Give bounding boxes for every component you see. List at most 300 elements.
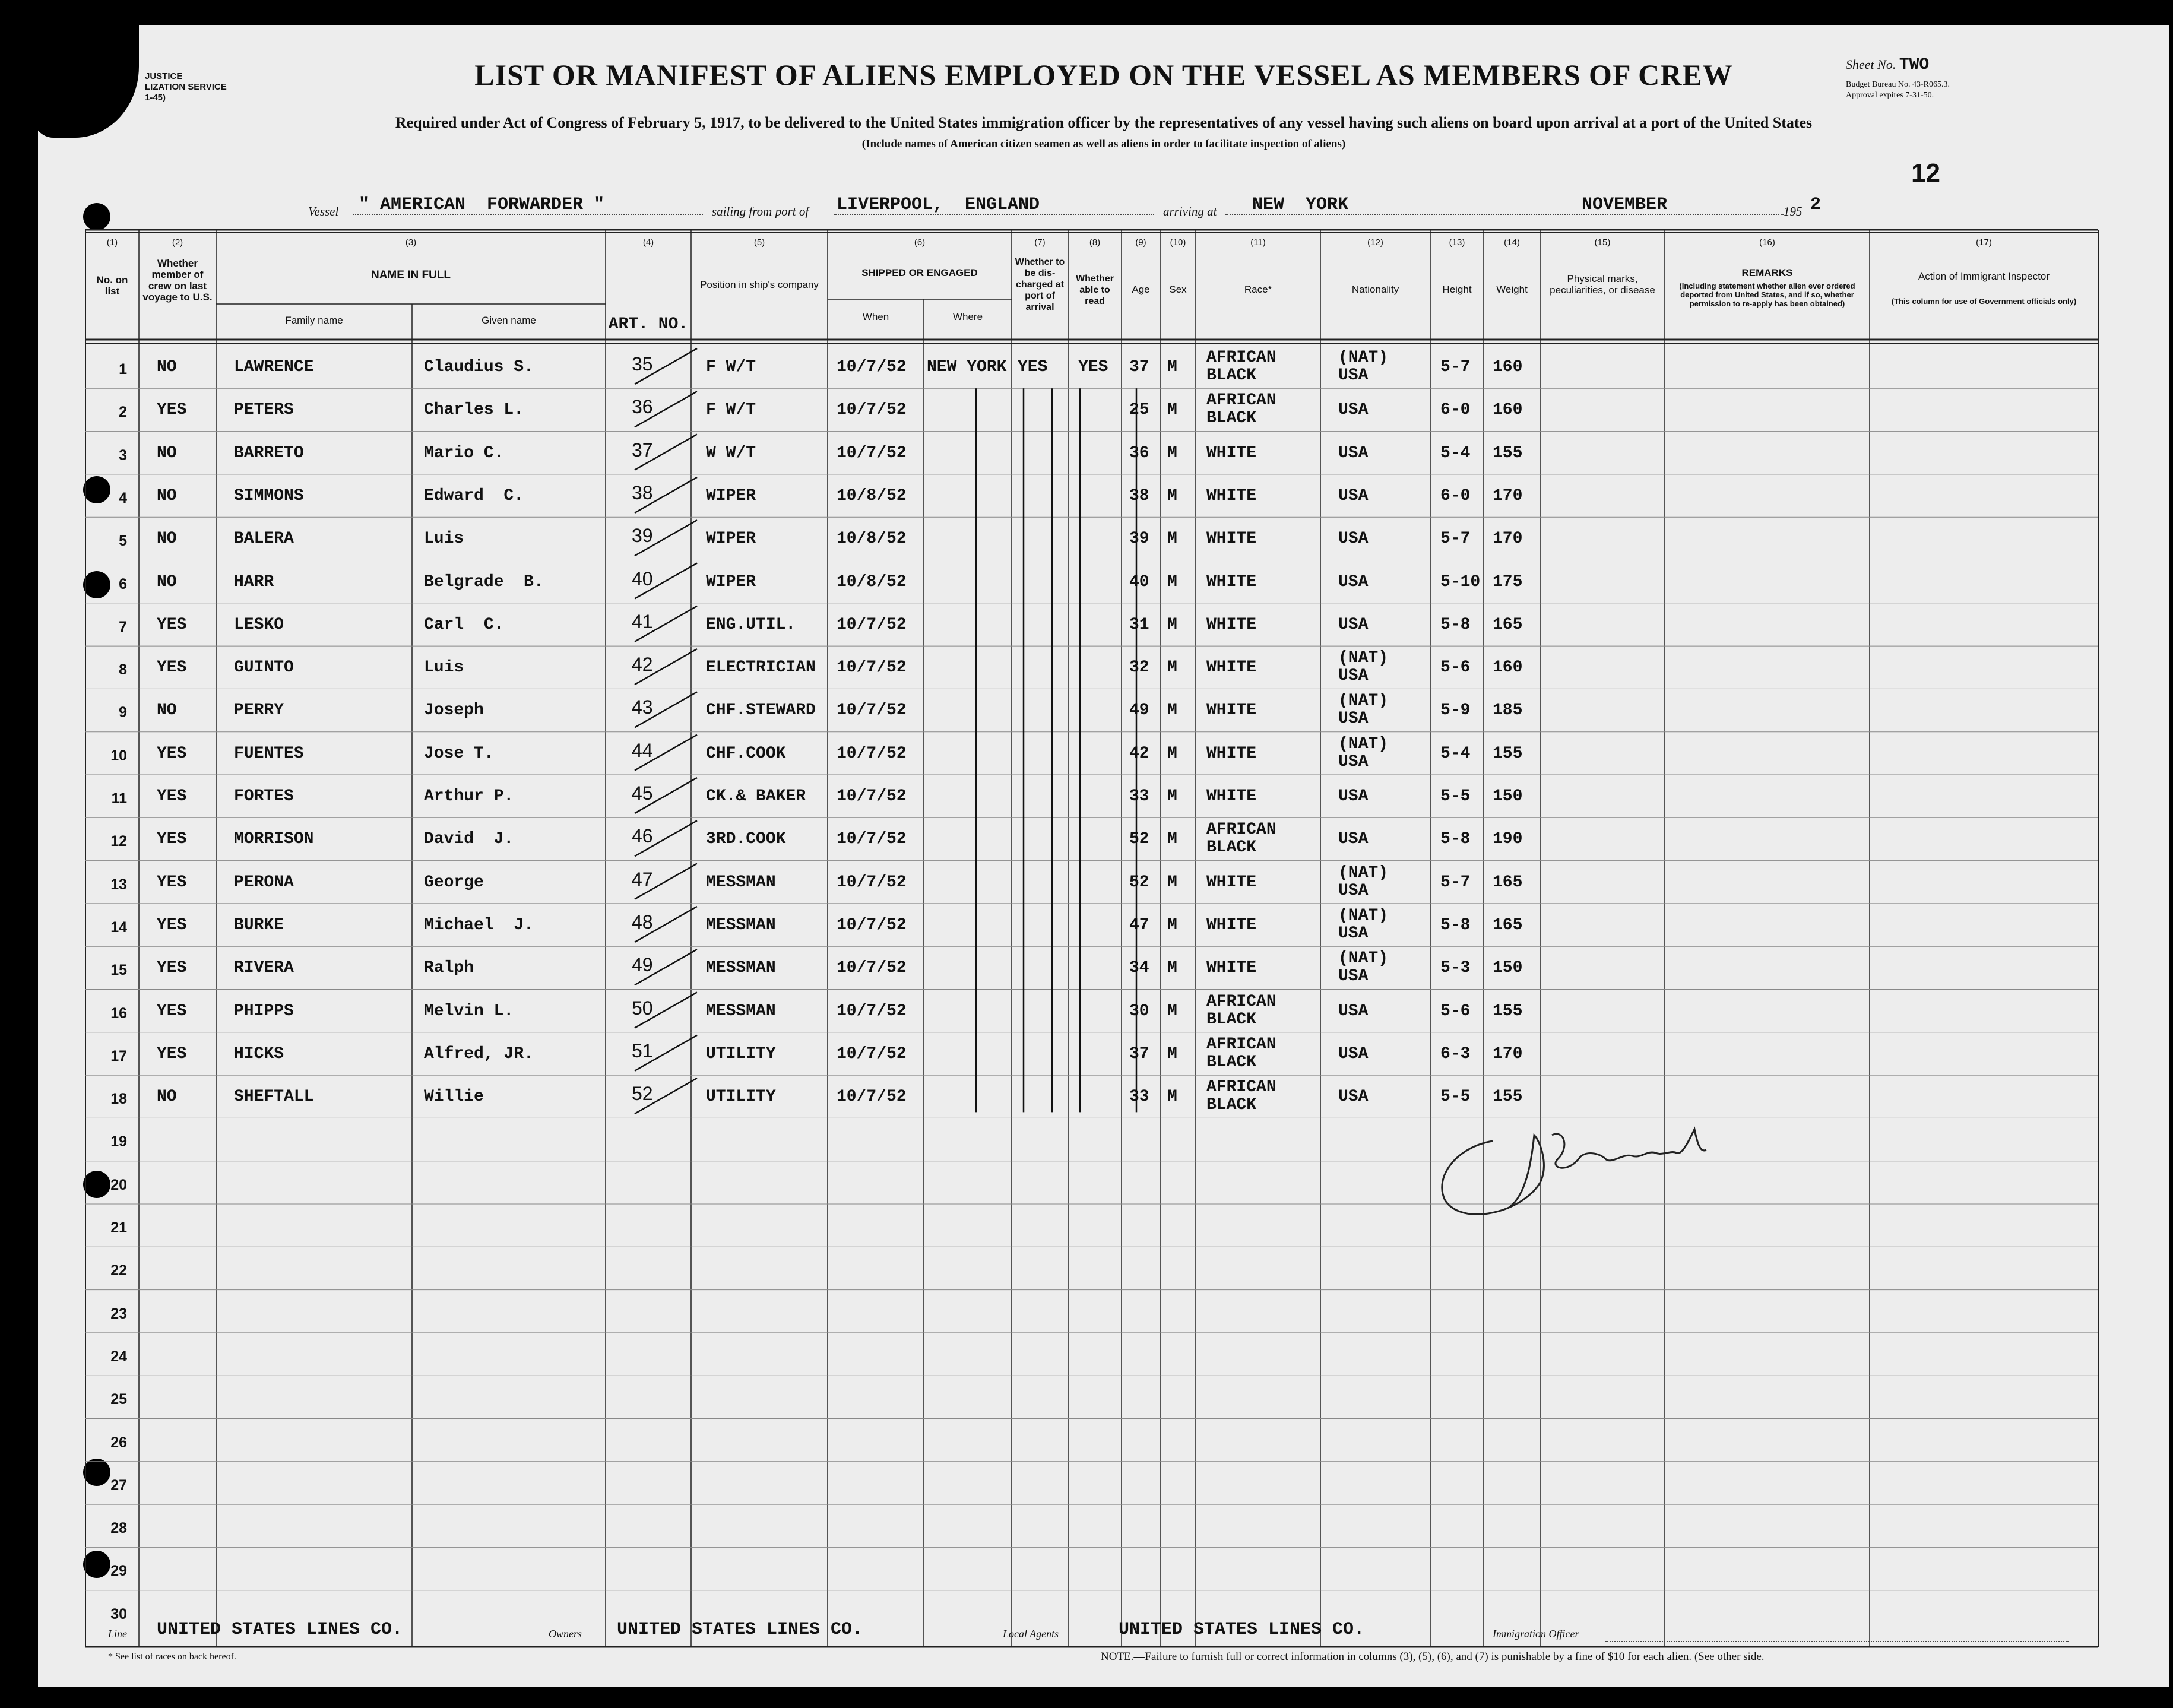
col-nationality: Nationality [1351,284,1399,295]
weight-value: 150 [1493,959,1523,978]
given-name-value: Ralph [424,959,474,978]
age-value: 34 [1129,959,1149,978]
age-value: 38 [1129,486,1149,505]
race-value: WHITE [1206,873,1257,892]
height-value: 5-7 [1440,873,1471,892]
age-value: 37 [1129,358,1149,376]
nationality-value: USA [1338,572,1369,591]
footer-owners-label: Owners [549,1628,582,1640]
position-value: 3RD.COOK [706,830,786,849]
col-sex: Sex [1169,284,1187,295]
race-value: WHITE [1206,701,1257,720]
given-name-value: Michael J. [424,915,534,934]
age-value: 52 [1129,830,1149,849]
col-when: When [862,311,889,322]
row-number: 23 [110,1305,127,1322]
position-value: F W/T [706,358,756,376]
col-inspector: Action of Immigrant Inspector [1918,271,2050,282]
age-value: 39 [1129,530,1149,549]
shipped-when-value: 10/7/52 [837,915,907,934]
footer-line-value: UNITED STATES LINES CO. [157,1620,403,1640]
row-number: 14 [110,918,127,936]
sex-value: M [1167,744,1177,763]
race-value-line2: BLACK [1206,1096,1257,1115]
art-no-value: 42 [632,654,653,676]
col-age: Age [1132,284,1150,295]
col-position: Position in ship's company [700,279,819,290]
arriving-label: arriving at [1163,204,1217,218]
weight-value: 160 [1493,401,1523,420]
last-voyage-value: NO [157,530,177,549]
position-value: UTILITY [706,1088,776,1107]
last-voyage-value: YES [157,787,187,806]
footer-owners-value: UNITED STATES LINES CO. [617,1620,863,1640]
from-port: LIVERPOOL, ENGLAND [837,195,1040,215]
col-discharged: Whether to be dis-charged at port of arrival [1015,257,1065,312]
art-no-value: 38 [632,481,653,503]
given-name-value: Belgrade B. [424,572,544,591]
age-value: 40 [1129,572,1149,591]
row-number: 2 [119,404,127,421]
last-voyage-value: YES [157,915,187,934]
col-2-number: (2) [172,237,183,248]
given-name-value: Luis [424,530,464,549]
art-no-value: 51 [632,1040,653,1061]
given-name-value: Edward C. [424,486,524,505]
col-physical-marks: Physical marks, peculiarities, or disease [1550,273,1655,296]
last-voyage-value: NO [157,486,177,505]
race-value: WHITE [1206,959,1257,978]
art-no-value: 41 [632,610,653,632]
col-inspector-note: (This column for use of Government officials only) [1891,297,2077,306]
given-name-value: George [424,873,484,892]
sheet-no-value: TWO [1899,56,1930,74]
position-value: ELECTRICIAN [706,658,816,677]
sheet-label: Sheet No. [1846,57,1896,72]
family-name-value: FORTES [234,787,294,806]
given-name-value: Willie [424,1088,484,1107]
col-13-number: (13) [1449,237,1465,248]
sex-value: M [1167,1044,1177,1063]
row-number: 29 [110,1563,127,1580]
sex-value: M [1167,787,1177,806]
race-value: WHITE [1206,486,1257,505]
age-value: 33 [1129,787,1149,806]
manifest-sheet [38,25,2169,1687]
page-title: LIST OR MANIFEST OF ALIENS EMPLOYED ON THE VESSEL AS MEMBERS OF CREW [474,58,1733,91]
height-value: 5-8 [1440,615,1471,634]
col-15-number: (15) [1594,237,1611,248]
vessel-label: Vessel [308,204,339,218]
sex-value: M [1167,615,1177,634]
row-number: 15 [110,962,127,979]
art-no-value: 36 [632,396,653,418]
row-number: 28 [110,1520,127,1537]
row-number: 3 [119,446,127,464]
weight-value: 155 [1493,1088,1523,1107]
weight-value: 155 [1493,443,1523,462]
height-value: 6-3 [1440,1044,1471,1063]
art-no-value: 47 [632,868,653,890]
nationality-value: USA [1338,881,1369,900]
vessel-name: " AMERICAN FORWARDER " [359,195,605,215]
sex-value: M [1167,873,1177,892]
shipped-when-value: 10/7/52 [837,658,907,677]
age-value: 37 [1129,1044,1149,1063]
height-value: 5-3 [1440,959,1471,978]
last-voyage-value: NO [157,572,177,591]
nationality-value: USA [1338,443,1369,462]
height-value: 5-7 [1440,358,1471,376]
position-value: F W/T [706,401,756,420]
col-11-number: (11) [1250,237,1266,248]
race-value: WHITE [1206,658,1257,677]
nationality-note: (NAT) [1338,906,1389,925]
race-value-line2: BLACK [1206,366,1257,385]
art-no-value: 40 [632,568,653,590]
able-to-read-value: YES [1078,358,1108,376]
row-number: 8 [119,661,127,679]
weight-value: 175 [1493,572,1523,591]
given-name-value: Melvin L. [424,1002,514,1021]
last-voyage-value: YES [157,873,187,892]
row-number: 30 [110,1605,127,1623]
sex-value: M [1167,701,1177,720]
agency-line: JUSTICE [145,71,183,81]
race-value: WHITE [1206,530,1257,549]
shipped-when-value: 10/8/52 [837,530,907,549]
row-number: 24 [110,1348,127,1365]
age-value: 42 [1129,744,1149,763]
nationality-value: USA [1338,709,1369,728]
last-voyage-value: NO [157,443,177,462]
col-12-number: (12) [1367,237,1383,248]
family-name-value: BALERA [234,530,294,549]
weight-value: 185 [1493,701,1523,720]
agency-line: 1-45) [145,93,166,103]
shipped-when-value: 10/7/52 [837,959,907,978]
height-value: 5-7 [1440,530,1471,549]
race-value-line1: AFRICAN [1206,1078,1276,1097]
sex-value: M [1167,658,1177,677]
last-voyage-value: YES [157,615,187,634]
position-value: MESSMAN [706,873,776,892]
sex-value: M [1167,1088,1177,1107]
family-name-value: SIMMONS [234,486,304,505]
weight-value: 155 [1493,744,1523,763]
races-footnote: * See list of races on back hereof. [108,1652,236,1662]
col-able-to-read: Whether able to read [1076,274,1114,306]
col-shipped-engaged: SHIPPED OR ENGAGED [861,267,978,278]
nationality-note: (NAT) [1338,692,1389,711]
col-remarks: REMARKS [1741,267,1793,278]
height-value: 5-6 [1440,1002,1471,1021]
sex-value: M [1167,443,1177,462]
row-number: 21 [110,1219,127,1236]
row-number: 10 [110,747,127,764]
shipped-when-value: 10/7/52 [837,744,907,763]
row-number: 19 [110,1133,127,1151]
col-remarks-note: (Including statement whether alien ever ordered deported from United States, and if so, whether permission to re-apply has been obtained) [1679,281,1855,308]
col-last-voyage: Whether member of crew on last voyage to U.S. [142,258,213,303]
agency-line: LIZATION SERVICE [145,82,227,92]
col-14-number: (14) [1504,237,1520,248]
given-name-value: Carl C. [424,615,504,634]
last-voyage-value: YES [157,959,187,978]
position-value: MESSMAN [706,915,776,934]
nationality-note: (NAT) [1338,863,1389,882]
given-name-value: Mario C. [424,443,504,462]
position-value: UTILITY [706,1044,776,1063]
last-voyage-value: NO [157,1088,177,1107]
family-name-value: LESKO [234,615,284,634]
budget-line: Budget Bureau No. 43-R065.3. [1846,80,1950,89]
last-voyage-value: YES [157,1002,187,1021]
last-voyage-value: YES [157,658,187,677]
height-value: 5-8 [1440,830,1471,849]
shipped-when-value: 10/7/52 [837,1002,907,1021]
family-name-value: BARRETO [234,443,304,462]
art-no-value: 43 [632,696,653,718]
position-value: ENG.UTIL. [706,615,796,634]
nationality-value: USA [1338,366,1369,385]
given-name-value: Arthur P. [424,787,514,806]
height-value: 5-8 [1440,915,1471,934]
shipped-when-value: 10/7/52 [837,615,907,634]
race-value-line1: AFRICAN [1206,1035,1276,1054]
col-7-number: (7) [1034,237,1046,248]
race-value-line1: AFRICAN [1206,348,1276,367]
age-value: 52 [1129,873,1149,892]
age-value: 31 [1129,615,1149,634]
race-value-line2: BLACK [1206,1010,1257,1029]
footer-officer-label: Immigration Officer [1493,1628,1579,1640]
row-number: 1 [119,361,127,378]
position-value: CK.& BAKER [706,787,806,806]
weight-value: 170 [1493,1044,1523,1063]
row-number: 20 [110,1176,127,1193]
col-17-number: (17) [1976,237,1992,248]
nationality-value: USA [1338,530,1369,549]
weight-value: 150 [1493,787,1523,806]
family-name-value: PETERS [234,401,294,420]
race-value-line1: AFRICAN [1206,820,1276,839]
age-value: 25 [1129,401,1149,420]
row-number: 9 [119,704,127,721]
family-name-value: LAWRENCE [234,358,314,376]
sex-value: M [1167,572,1177,591]
row-number: 11 [111,790,127,807]
height-value: 5-10 [1440,572,1481,591]
nationality-value: USA [1338,967,1369,986]
row-number: 13 [110,876,127,893]
nationality-note: (NAT) [1338,649,1389,668]
shipped-when-value: 10/7/52 [837,443,907,462]
art-no-value: 35 [632,353,653,375]
row-number: 18 [110,1091,127,1108]
last-voyage-value: YES [157,401,187,420]
age-value: 47 [1129,915,1149,934]
weight-value: 170 [1493,486,1523,505]
given-name-value: Claudius S. [424,358,534,376]
row-number: 17 [110,1047,127,1064]
footer-line-label: Line [108,1628,128,1640]
family-name-value: MORRISON [234,830,314,849]
given-name-value: Joseph [424,701,484,720]
weight-value: 165 [1493,615,1523,634]
family-name-value: HICKS [234,1044,284,1063]
age-value: 36 [1129,443,1149,462]
row-number: 27 [110,1476,127,1494]
col-3-number: (3) [405,237,417,248]
weight-value: 165 [1493,915,1523,934]
footer-agents-value: UNITED STATES LINES CO. [1119,1620,1365,1640]
col-4-number: (4) [642,237,654,248]
row-number: 4 [119,489,127,506]
position-value: WIPER [706,572,756,591]
footer-agents-label: Local Agents [1003,1628,1059,1640]
row-number: 12 [110,833,127,850]
col-weight: Weight [1496,284,1528,295]
row-number: 22 [110,1262,127,1279]
row-number: 7 [119,618,127,635]
position-value: CHF.COOK [706,744,786,763]
col-16-number: (16) [1759,237,1775,248]
height-value: 5-4 [1440,443,1471,462]
race-value-line2: BLACK [1206,838,1257,857]
weight-value: 170 [1493,530,1523,549]
weight-value: 160 [1493,358,1523,376]
sex-value: M [1167,959,1177,978]
col-name-in-full: NAME IN FULL [370,269,451,281]
position-value: W W/T [706,443,756,462]
position-value: MESSMAN [706,959,776,978]
shipped-when-value: 10/7/52 [837,358,907,376]
given-name-value: Jose T. [424,744,494,763]
race-value: WHITE [1206,915,1257,934]
given-name-value: Luis [424,658,464,677]
race-value-line1: AFRICAN [1206,992,1276,1011]
form-subnote: (Include names of American citizen seamen as well as aliens in order to facilitate inspection of aliens) [861,138,1346,150]
col-race: Race* [1244,284,1272,295]
weight-value: 160 [1493,658,1523,677]
col-10-number: (10) [1170,237,1186,248]
height-value: 5-5 [1440,787,1471,806]
last-voyage-value: YES [157,830,187,849]
height-value: 5-4 [1440,744,1471,763]
art-no-value: 45 [632,782,653,804]
sex-value: M [1167,401,1177,420]
family-name-value: SHEFTALL [234,1088,314,1107]
height-value: 6-0 [1440,401,1471,420]
nationality-value: USA [1338,787,1369,806]
given-name-value: Charles L. [424,401,524,420]
col-6-number: (6) [914,237,926,248]
form-subtitle: Required under Act of Congress of February 5, 1917, to be delivered to the United States immigration officer by the representatives of any vessel having such aliens on board upon arrival at a port of the United States [395,114,1813,131]
shipped-when-value: 10/7/52 [837,701,907,720]
shipped-when-value: 10/7/52 [837,830,907,849]
col-height: Height [1442,284,1472,295]
nationality-value: USA [1338,1088,1369,1107]
family-name-value: GUINTO [234,658,294,677]
art-no-value: 37 [632,439,653,461]
race-value: WHITE [1206,572,1257,591]
sex-value: M [1167,915,1177,934]
position-value: CHF.STEWARD [706,701,816,720]
col-where: Where [952,311,983,322]
height-value: 5-9 [1440,701,1471,720]
position-value: WIPER [706,530,756,549]
race-value-line1: AFRICAN [1206,391,1276,410]
col-8-number: (8) [1089,237,1101,248]
row-number: 25 [110,1391,127,1408]
nationality-note: (NAT) [1338,949,1389,968]
last-voyage-value: YES [157,744,187,763]
last-voyage-value: NO [157,358,177,376]
position-value: WIPER [706,486,756,505]
nationality-note: (NAT) [1338,348,1389,367]
nationality-value: USA [1338,401,1369,420]
age-value: 32 [1129,658,1149,677]
height-value: 5-5 [1440,1088,1471,1107]
race-value: WHITE [1206,787,1257,806]
year-prefix: 195 [1784,204,1803,218]
nationality-value: USA [1338,830,1369,849]
given-name-value: Alfred, JR. [424,1044,534,1063]
shipped-when-value: 10/7/52 [837,1088,907,1107]
sex-value: M [1167,830,1177,849]
race-value: WHITE [1206,744,1257,763]
age-value: 33 [1129,1088,1149,1107]
arrival-month: NOVEMBER [1582,195,1668,215]
signature [1421,1094,1730,1230]
nationality-value: USA [1338,1002,1369,1021]
sex-value: M [1167,530,1177,549]
discharged-value: YES [1018,358,1048,376]
shipped-when-value: 10/8/52 [837,572,907,591]
col-9-number: (9) [1135,237,1146,248]
sex-value: M [1167,358,1177,376]
sex-value: M [1167,1002,1177,1021]
year-digit: 2 [1810,195,1822,215]
col-family-name: Family name [285,315,343,326]
col-no-on-list: No. on list [96,274,128,297]
art-no-value: 48 [632,911,653,933]
row-number: 5 [119,533,127,550]
shipped-when-value: 10/7/52 [837,787,907,806]
nationality-note: (NAT) [1338,734,1389,753]
age-value: 30 [1129,1002,1149,1021]
age-value: 49 [1129,701,1149,720]
race-value: WHITE [1206,615,1257,634]
shipped-when-value: 10/7/52 [837,873,907,892]
nationality-value: USA [1338,924,1369,943]
sex-value: M [1167,486,1177,505]
art-no-value: 39 [632,525,653,547]
nationality-value: USA [1338,1044,1369,1063]
col-1-number: (1) [106,237,118,248]
height-value: 5-6 [1440,658,1471,677]
page-number: 12 [1911,159,1940,188]
family-name-value: PERRY [234,701,284,720]
art-no-value: 49 [632,954,653,976]
nationality-value: USA [1338,752,1369,771]
family-name-value: FUENTES [234,744,304,763]
family-name-value: PHIPPS [234,1002,294,1021]
row-number: 16 [110,1004,127,1022]
weight-value: 165 [1493,873,1523,892]
position-value: MESSMAN [706,1002,776,1021]
